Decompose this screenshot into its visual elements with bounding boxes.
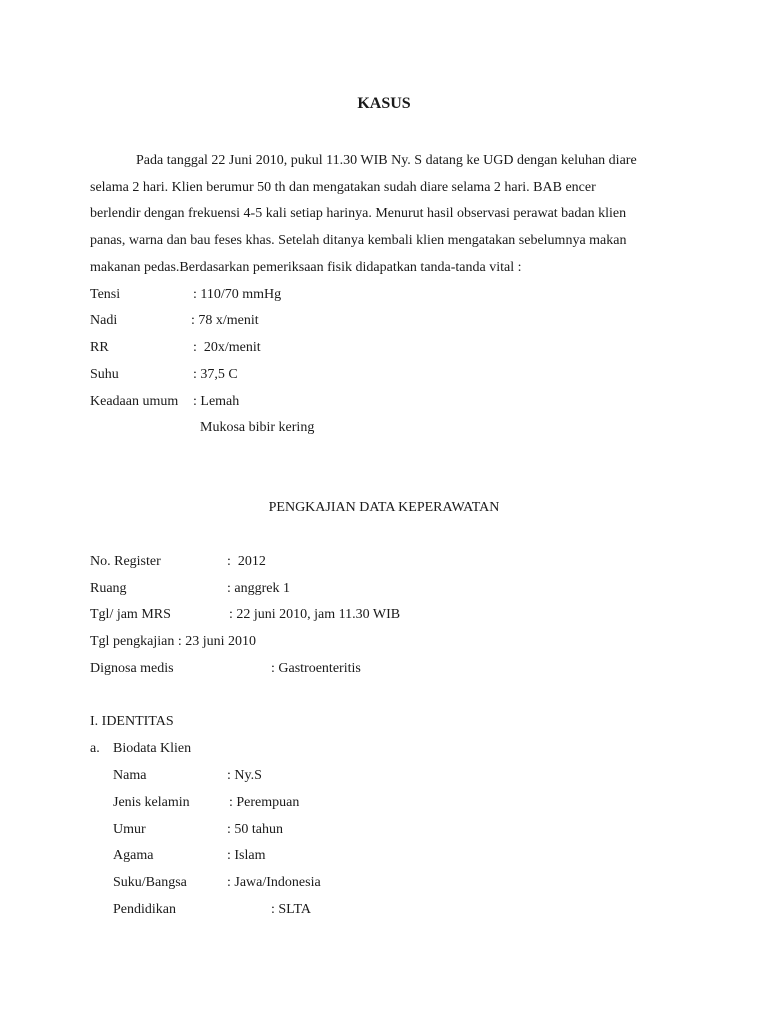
vital-value-keadaan-umum: : Lemah [193, 394, 240, 409]
client-label-jenis-kelamin: Jenis kelamin [113, 795, 190, 810]
client-value-nama: : Ny.S [227, 768, 262, 783]
client-label-agama: Agama [113, 848, 154, 863]
vital-label-nadi: Nadi [90, 313, 118, 328]
client-label-umur: Umur [113, 822, 146, 837]
paragraph-line: panas, warna dan bau feses khas. Setelah ditanya kembali klien mengatakan sebelumnya makan [90, 233, 627, 248]
client-value-umur: : 50 tahun [227, 822, 283, 837]
mrs-value: : 22 juni 2010, jam 11.30 WIB [229, 607, 401, 622]
mrs-label: Tgl/ jam MRS [90, 607, 171, 622]
vital-label-suhu: Suhu [90, 367, 119, 382]
client-value-jenis-kelamin: : Perempuan [229, 795, 300, 810]
client-label-nama: Nama [113, 768, 147, 783]
paragraph-line: makanan pedas.Berdasarkan pemeriksaan fisik didapatkan tanda-tanda vital : [90, 260, 522, 275]
diagnosa-label: Dignosa medis [90, 661, 174, 676]
paragraph-line: Pada tanggal 22 Juni 2010, pukul 11.30 WIB Ny. S datang ke UGD dengan keluhan diare [136, 153, 637, 168]
client-label-suku-bangsa: Suku/Bangsa [113, 875, 187, 890]
biodata-label: Biodata Klien [113, 741, 192, 756]
biodata-marker: a. [90, 741, 100, 756]
ruang-value: : anggrek 1 [227, 581, 290, 596]
client-value-pendidikan: : SLTA [271, 902, 311, 917]
identitas-heading: I. IDENTITAS [90, 714, 174, 729]
paragraph-line: berlendir dengan frekuensi 4-5 kali setiap harinya. Menurut hasil observasi perawat badan klien [90, 206, 627, 221]
client-value-suku-bangsa: : Jawa/Indonesia [227, 875, 321, 890]
diagnosa-value: : Gastroenteritis [271, 661, 361, 676]
vital-label-keadaan-umum: Keadaan umum [90, 394, 179, 409]
vital-value-nadi: : 78 x/menit [191, 313, 259, 328]
tgl-pengkajian: Tgl pengkajian : 23 juni 2010 [90, 634, 257, 649]
paragraph-line: selama 2 hari. Klien berumur 50 th dan mengatakan sudah diare selama 2 hari. BAB encer [90, 180, 596, 195]
vital-value-rr: : 20x/menit [193, 340, 261, 355]
client-label-pendidikan: Pendidikan [113, 902, 176, 917]
client-value-agama: : Islam [227, 848, 266, 863]
vital-value-suhu: : 37,5 C [193, 367, 238, 382]
ruang-label: Ruang [90, 581, 127, 596]
register-value: : 2012 [227, 554, 266, 569]
register-label: No. Register [90, 554, 161, 569]
document-title: KASUS [357, 95, 411, 112]
vital-label-tensi: Tensi [90, 287, 121, 302]
vital-value-tensi: : 110/70 mmHg [193, 287, 282, 302]
section-title: PENGKAJIAN DATA KEPERAWATAN [268, 500, 500, 515]
vital-extra: Mukosa bibir kering [200, 420, 315, 435]
vital-label-rr: RR [90, 340, 109, 355]
